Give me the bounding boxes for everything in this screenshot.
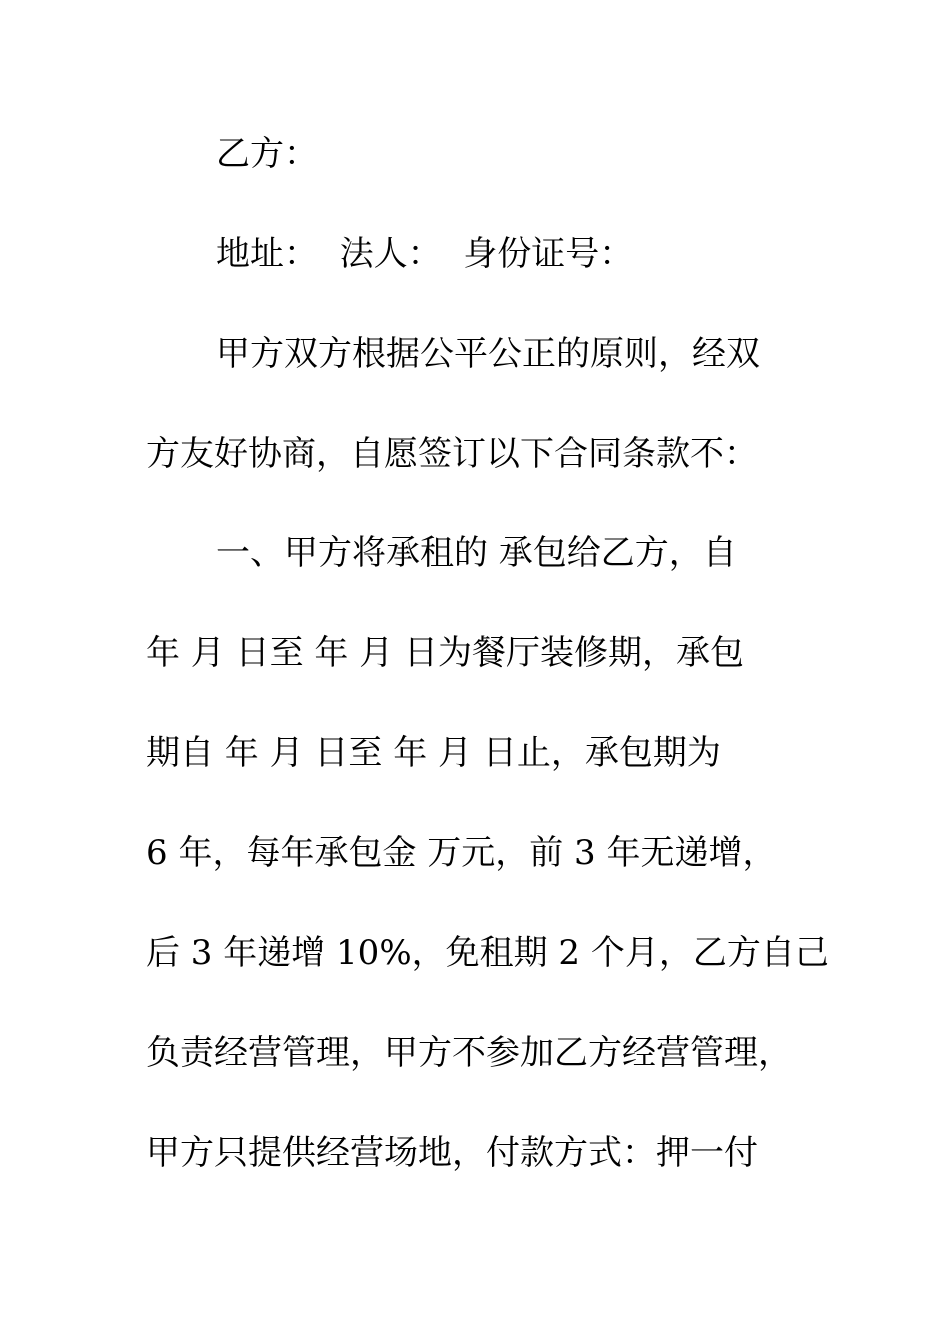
party-b-line: 乙方： — [216, 134, 318, 174]
paragraph-intro-line-2: 方友好协商，自愿签订以下合同条款不： — [146, 434, 758, 474]
clause-1-line-1: 一、甲方将承租的 承包给乙方，自 — [216, 533, 737, 573]
clause-1-line-3: 期自 年 月 日至 年 月 日止，承包期为 — [146, 733, 721, 773]
clause-1-line-4: 6 年，每年承包金 万元，前 3 年无递增， — [146, 833, 777, 873]
paragraph-intro-line-1: 甲方双方根据公平公正的原则，经双 — [216, 334, 760, 374]
address-legal-id-line: 地址： 法人： 身份证号： — [216, 234, 634, 274]
clause-1-line-2: 年 月 日至 年 月 日为餐厅装修期，承包 — [146, 633, 745, 673]
clause-1-line-6: 负责经营管理，甲方不参加乙方经营管理， — [146, 1033, 792, 1073]
clause-1-line-5: 后 3 年递增 10%，免租期 2 个月，乙方自己 — [146, 933, 829, 973]
clause-1-line-7: 甲方只提供经营场地，付款方式：押一付 — [146, 1133, 758, 1173]
